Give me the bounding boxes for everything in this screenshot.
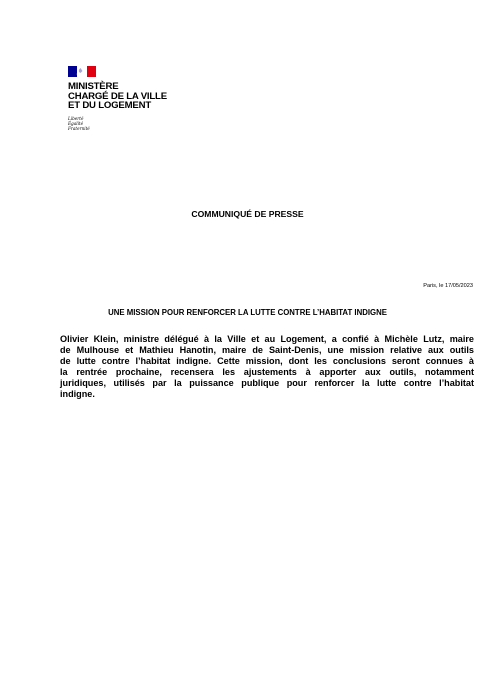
republic-motto xyxy=(68,116,208,132)
document-heading: COMMUNIQUÉ DE PRESSE xyxy=(191,209,304,219)
paragraph-line: indigne. xyxy=(60,389,95,400)
paragraph-line: la rentrée prochaine, recensera les ajustements à apporter aux outils, notamment xyxy=(60,367,474,378)
motto-line: Fraternité xyxy=(68,126,90,132)
flag-red-band xyxy=(87,66,96,77)
motto-line: Liberté xyxy=(68,115,84,121)
paragraph-line: de Mulhouse et Mathieu Hanotin, maire de Saint-Denis, une mission relative aux outils xyxy=(60,345,474,356)
ministry-name-line: MINISTÈRE xyxy=(68,81,119,92)
ministry-name xyxy=(68,82,208,111)
paragraph-line: de lutte contre l’habitat indigne. Cette mission, dont les conclusions seront connues à xyxy=(60,356,474,367)
french-flag-icon xyxy=(68,66,96,77)
ministry-name-line: ET DU LOGEMENT xyxy=(68,100,152,112)
body-paragraph xyxy=(60,334,474,401)
ministry-logo xyxy=(68,66,208,131)
document-date: Paris, le 17/05/2023 xyxy=(423,283,473,289)
paragraph-line: juridiques, utilisés par la puissance publique pour renforcer la lutte contre l’habitat xyxy=(60,378,474,389)
document-title: UNE MISSION POUR RENFORCER LA LUTTE CONTRE L’HABITAT INDIGNE xyxy=(108,308,387,317)
marianne-profile-icon xyxy=(75,67,85,77)
paragraph-line: Olivier Klein, ministre délégué à la Ville et au Logement, a confié à Michèle Lutz, maire xyxy=(60,334,474,344)
motto-line: Égalité xyxy=(68,120,84,126)
ministry-name-line: CHARGÉ DE LA VILLE xyxy=(68,90,167,102)
